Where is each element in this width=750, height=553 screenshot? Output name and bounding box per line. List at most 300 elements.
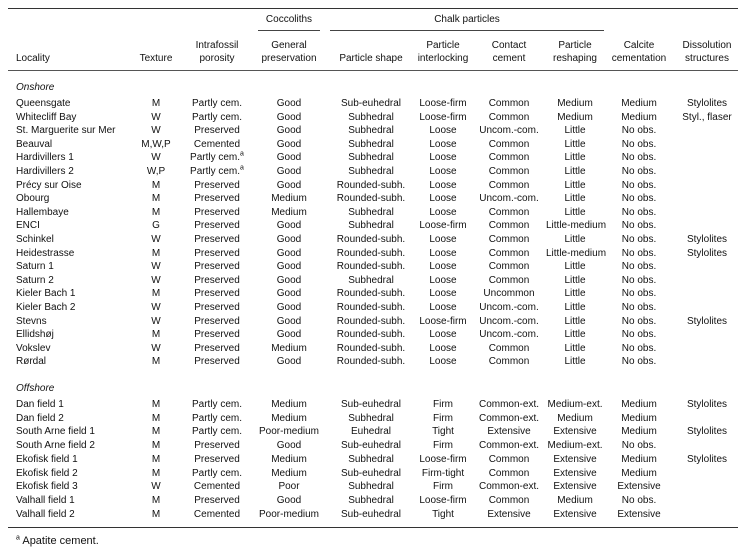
- cell-dissolution: Stylolites: [686, 247, 727, 259]
- cell-texture: M: [151, 193, 161, 205]
- cell-porosity: Preserved: [194, 356, 240, 368]
- table-row: [0, 355, 750, 368]
- table-row: [0, 453, 750, 466]
- cell-calcite: Extensive: [617, 481, 661, 493]
- cell-interlocking: Firm: [433, 481, 453, 493]
- cell-dissolution: Stylolites: [686, 426, 727, 438]
- header-dissolution: Dissolution structures: [682, 40, 732, 64]
- cell-porosity: Preserved: [194, 125, 240, 137]
- cell-preservation: Good: [276, 152, 302, 164]
- cell-interlocking: Tight: [432, 508, 454, 520]
- cell-preservation: Good: [276, 179, 302, 191]
- cell-locality: Rørdal: [16, 356, 47, 368]
- cell-porosity: Partly cem.$^a$: [190, 151, 244, 164]
- cell-particle-shape: Subhedral: [348, 111, 394, 123]
- cell-locality: Ekofisk field 3: [16, 481, 78, 493]
- cell-particle-shape: Rounded-subh.: [336, 342, 406, 354]
- cell-interlocking: Loose-firm: [419, 453, 467, 465]
- cell-porosity: Partly cem.: [191, 467, 242, 479]
- cell-particle-shape: Rounded-subh.: [336, 193, 406, 205]
- cell-particle-shape: Subhedral: [348, 453, 394, 465]
- cell-locality: Dan field 1: [16, 399, 64, 410]
- table-row: [0, 165, 750, 178]
- cell-particle-shape: Subhedral: [348, 166, 394, 177]
- cell-interlocking: Loose: [429, 247, 457, 259]
- cell-reshaping: Little: [564, 138, 586, 150]
- table-bottom-rule: [8, 527, 738, 528]
- cell-locality: Saturn 2: [16, 274, 54, 286]
- cell-interlocking: Loose: [429, 261, 457, 273]
- cell-contact-cement: Common: [488, 138, 530, 150]
- cell-preservation: Poor: [278, 481, 300, 493]
- cell-reshaping: Little: [564, 193, 586, 205]
- cell-locality: South Arne field 1: [16, 426, 95, 438]
- table-row: [0, 315, 750, 328]
- cell-calcite: No obs.: [621, 166, 657, 177]
- cell-calcite: Medium: [621, 412, 657, 424]
- cell-reshaping: Little: [564, 261, 586, 273]
- table-row: [0, 274, 750, 287]
- cell-particle-shape: Rounded-subh.: [336, 356, 406, 368]
- cell-particle-shape: Rounded-subh.: [336, 261, 406, 273]
- cell-preservation: Good: [276, 329, 302, 341]
- cell-particle-shape: Subhedral: [348, 220, 394, 232]
- cell-preservation: Good: [276, 166, 302, 177]
- cell-dissolution: Stylolites: [686, 399, 727, 410]
- cell-contact-cement: Uncom.-com.: [479, 193, 539, 205]
- cell-contact-cement: Common: [488, 98, 530, 109]
- cell-calcite: Medium: [621, 111, 657, 123]
- cell-interlocking: Loose-firm: [419, 315, 467, 327]
- cell-locality: Ekofisk field 1: [16, 453, 78, 465]
- cell-particle-shape: Subhedral: [348, 412, 394, 424]
- cell-contact-cement: Extensive: [487, 426, 531, 438]
- cell-calcite: No obs.: [621, 356, 657, 368]
- cell-calcite: No obs.: [621, 152, 657, 164]
- cell-contact-cement: Common: [488, 234, 530, 245]
- cell-particle-shape: Rounded-subh.: [336, 179, 406, 191]
- table-top-rule: [8, 8, 738, 9]
- cell-reshaping: Little: [564, 152, 586, 164]
- cell-reshaping: Little: [564, 288, 586, 300]
- cell-texture: M: [151, 329, 161, 341]
- cell-particle-shape: Rounded-subh.: [336, 329, 406, 341]
- cell-contact-cement: Common: [488, 152, 530, 164]
- group-header-chalk-particles: Chalk particles: [434, 14, 500, 25]
- cell-locality: Précy sur Oise: [16, 179, 82, 191]
- cell-reshaping: Extensive: [553, 426, 597, 438]
- cell-interlocking: Loose: [429, 206, 457, 218]
- cell-calcite: No obs.: [621, 125, 657, 137]
- cell-contact-cement: Common-ext.: [478, 412, 539, 424]
- cell-contact-cement: Common: [488, 111, 530, 123]
- cell-contact-cement: Uncom.-com.: [479, 125, 539, 137]
- cell-preservation: Good: [276, 494, 302, 506]
- cell-porosity: Preserved: [194, 329, 240, 341]
- cell-contact-cement: Common-ext.: [478, 399, 539, 410]
- cell-reshaping: Medium-ext.: [547, 440, 603, 452]
- cell-contact-cement: Uncom.-com.: [479, 315, 539, 327]
- header-calcite: Calcite cementation: [611, 40, 667, 64]
- cell-dissolution: Stylolites: [686, 315, 727, 327]
- cell-interlocking: Loose: [429, 302, 457, 313]
- header-reshaping: Particle reshaping: [553, 40, 597, 64]
- cell-particle-shape: Subhedral: [348, 274, 394, 286]
- cell-texture: W: [151, 261, 161, 273]
- cell-particle-shape: Rounded-subh.: [336, 302, 406, 313]
- cell-particle-shape: Rounded-subh.: [336, 315, 406, 327]
- table-row: [0, 179, 750, 192]
- cell-preservation: Medium: [271, 467, 307, 479]
- cell-reshaping: Medium: [557, 494, 593, 506]
- cell-preservation: Good: [276, 315, 302, 327]
- cell-porosity: Preserved: [194, 440, 240, 452]
- cell-interlocking: Loose-firm: [419, 220, 467, 232]
- cell-preservation: Medium: [271, 453, 307, 465]
- cell-locality: Hallembaye: [16, 206, 69, 218]
- cell-calcite: No obs.: [621, 494, 657, 506]
- cell-contact-cement: Common-ext.: [478, 440, 539, 452]
- cell-reshaping: Little: [564, 234, 586, 245]
- cell-particle-shape: Rounded-subh.: [336, 288, 406, 300]
- cell-reshaping: Little: [564, 179, 586, 191]
- cell-interlocking: Loose: [429, 274, 457, 286]
- cell-interlocking: Loose: [429, 138, 457, 150]
- cell-locality: South Arne field 2: [16, 440, 95, 452]
- footnote-text: Apatite cement.: [19, 535, 99, 547]
- cell-contact-cement: Common: [488, 166, 530, 177]
- cell-calcite: Medium: [621, 453, 657, 465]
- cell-preservation: Good: [276, 302, 302, 313]
- table-row: [0, 260, 750, 273]
- header-locality: Locality: [16, 53, 50, 64]
- cell-texture: W: [151, 302, 161, 313]
- cell-texture: M,W,P: [141, 138, 171, 150]
- cell-texture: M: [151, 399, 161, 410]
- table-row: [0, 111, 750, 124]
- cell-locality: Valhall field 2: [16, 508, 75, 520]
- group-header-coccoliths: Coccoliths: [265, 14, 313, 25]
- table-row: [0, 439, 750, 452]
- cell-porosity: Preserved: [194, 274, 240, 286]
- cell-porosity: Cemented: [193, 481, 241, 493]
- cell-dissolution: Stylolites: [686, 234, 727, 245]
- cell-contact-cement: Common: [488, 206, 530, 218]
- cell-porosity: Preserved: [194, 261, 240, 273]
- cell-locality: Dan field 2: [16, 412, 64, 424]
- cell-contact-cement: Common: [488, 247, 530, 259]
- cell-preservation: Good: [276, 98, 302, 109]
- cell-porosity: Partly cem.$^a$: [190, 164, 244, 177]
- cell-particle-shape: Rounded-subh.: [336, 247, 406, 259]
- cell-porosity: Partly cem.: [191, 111, 242, 123]
- cell-interlocking: Loose: [429, 125, 457, 137]
- header-porosity: Intrafossil porosity: [195, 40, 239, 64]
- table-row: [0, 247, 750, 260]
- header-contact-cement: Contact cement: [491, 40, 527, 64]
- cell-contact-cement: Common: [488, 467, 530, 479]
- cell-locality: Schinkel: [16, 234, 54, 245]
- cell-interlocking: Loose: [429, 342, 457, 354]
- chalk-particles-underline: [330, 30, 604, 31]
- cell-porosity: Cemented: [193, 138, 241, 150]
- cell-contact-cement: Uncommon: [483, 288, 535, 300]
- cell-reshaping: Extensive: [553, 508, 597, 520]
- cell-interlocking: Loose: [429, 166, 457, 177]
- cell-porosity: Preserved: [194, 247, 240, 259]
- cell-texture: W: [151, 342, 161, 354]
- cell-calcite: No obs.: [621, 440, 657, 452]
- cell-locality: Valhall field 1: [16, 494, 75, 506]
- cell-texture: W: [151, 125, 161, 137]
- table-row: [0, 342, 750, 355]
- cell-preservation: Good: [276, 288, 302, 300]
- cell-reshaping: Little: [564, 315, 586, 327]
- header-bottom-rule: [8, 70, 738, 71]
- cell-texture: W,P: [146, 166, 166, 177]
- cell-porosity: Preserved: [194, 342, 240, 354]
- footnote: [16, 535, 99, 547]
- table-row: [0, 124, 750, 137]
- cell-particle-shape: Subhedral: [348, 494, 394, 506]
- cell-preservation: Poor-medium: [258, 426, 320, 438]
- cell-calcite: No obs.: [621, 206, 657, 218]
- cell-preservation: Medium: [271, 399, 307, 410]
- cell-calcite: Medium: [621, 399, 657, 410]
- cell-porosity: Partly cem.: [191, 399, 242, 410]
- cell-porosity: Cemented: [193, 508, 241, 520]
- cell-texture: W: [151, 234, 161, 245]
- cell-texture: W: [151, 481, 161, 493]
- cell-particle-shape: Sub-euhedral: [340, 98, 402, 109]
- cell-texture: W: [151, 111, 161, 123]
- cell-contact-cement: Common: [488, 453, 530, 465]
- cell-reshaping: Little-medium: [546, 220, 607, 232]
- cell-porosity: Preserved: [194, 234, 240, 245]
- cell-calcite: Medium: [621, 426, 657, 438]
- cell-texture: M: [151, 179, 161, 191]
- cell-texture: M: [151, 288, 161, 300]
- cell-texture: M: [151, 508, 161, 520]
- cell-calcite: No obs.: [621, 179, 657, 191]
- cell-porosity: Preserved: [194, 206, 240, 218]
- cell-locality: Kieler Bach 1: [16, 288, 76, 300]
- table-row: [0, 425, 750, 438]
- cell-contact-cement: Common: [488, 220, 530, 232]
- cell-reshaping: Medium: [557, 98, 593, 109]
- cell-preservation: Medium: [271, 342, 307, 354]
- cell-texture: M: [151, 206, 161, 218]
- cell-texture: M: [151, 412, 161, 424]
- cell-texture: M: [151, 98, 161, 109]
- table-row: [0, 467, 750, 480]
- cell-dissolution: Styl., flaser: [682, 111, 732, 123]
- cell-porosity: Partly cem.: [191, 98, 242, 109]
- cell-texture: G: [152, 220, 160, 232]
- cell-calcite: Extensive: [617, 508, 661, 520]
- cell-locality: Vokslev: [16, 342, 51, 354]
- cell-locality: Hardivillers 1: [16, 152, 74, 164]
- table-row: [0, 508, 750, 521]
- cell-particle-shape: Subhedral: [348, 481, 394, 493]
- cell-preservation: Good: [276, 138, 302, 150]
- cell-texture: M: [151, 356, 161, 368]
- cell-interlocking: Firm: [433, 440, 453, 452]
- cell-reshaping: Medium-ext.: [547, 399, 603, 410]
- cell-contact-cement: Extensive: [487, 508, 531, 520]
- cell-interlocking: Firm: [433, 399, 453, 410]
- cell-texture: W: [151, 274, 161, 286]
- cell-locality: St. Marguerite sur Mer: [16, 125, 116, 137]
- table-row: [0, 233, 750, 246]
- cell-porosity: Preserved: [194, 315, 240, 327]
- cell-locality: Beauval: [16, 138, 53, 150]
- cell-preservation: Good: [276, 261, 302, 273]
- cell-preservation: Poor-medium: [258, 508, 320, 520]
- cell-particle-shape: Subhedral: [348, 125, 394, 137]
- cell-porosity: Preserved: [194, 494, 240, 506]
- apatite-footnote-marker: a: [240, 164, 244, 172]
- cell-dissolution: Stylolites: [686, 453, 727, 465]
- cell-particle-shape: Sub-euhedral: [340, 399, 402, 410]
- cell-particle-shape: Subhedral: [348, 206, 394, 218]
- cell-locality: Queensgate: [16, 98, 71, 109]
- apatite-footnote-marker: a: [240, 151, 244, 159]
- footnote-marker: a: [16, 534, 20, 542]
- cell-porosity: Preserved: [194, 220, 240, 232]
- cell-contact-cement: Common: [488, 274, 530, 286]
- cell-contact-cement: Common: [488, 261, 530, 273]
- cell-calcite: No obs.: [621, 220, 657, 232]
- cell-contact-cement: Common-ext.: [478, 481, 539, 493]
- cell-locality: Heidestrasse: [16, 247, 75, 259]
- cell-calcite: No obs.: [621, 234, 657, 245]
- cell-reshaping: Extensive: [553, 481, 597, 493]
- table-row: [0, 219, 750, 232]
- cell-preservation: Good: [276, 111, 302, 123]
- coccoliths-underline: [258, 30, 320, 31]
- table-row: [0, 412, 750, 425]
- cell-texture: W: [151, 315, 161, 327]
- cell-contact-cement: Uncom.-com.: [479, 302, 539, 313]
- cell-calcite: No obs.: [621, 138, 657, 150]
- cell-reshaping: Little: [564, 302, 586, 313]
- cell-calcite: No obs.: [621, 342, 657, 354]
- table-row: [0, 398, 750, 411]
- cell-interlocking: Firm: [433, 412, 453, 424]
- table-row: [0, 138, 750, 151]
- cell-interlocking: Loose-firm: [419, 98, 467, 109]
- cell-calcite: No obs.: [621, 261, 657, 273]
- cell-interlocking: Tight: [432, 426, 454, 438]
- cell-contact-cement: Common: [488, 179, 530, 191]
- cell-calcite: Medium: [621, 98, 657, 109]
- cell-calcite: No obs.: [621, 302, 657, 313]
- cell-locality: Kieler Bach 2: [16, 302, 76, 313]
- cell-texture: M: [151, 440, 161, 452]
- header-particle-shape: Particle shape: [339, 53, 403, 64]
- cell-reshaping: Little: [564, 125, 586, 137]
- cell-preservation: Good: [276, 220, 302, 232]
- cell-contact-cement: Common: [488, 494, 530, 506]
- header-texture: Texture: [139, 53, 173, 64]
- cell-interlocking: Loose: [429, 288, 457, 300]
- cell-particle-shape: Subhedral: [348, 138, 394, 150]
- cell-porosity: Preserved: [194, 302, 240, 313]
- cell-particle-shape: Sub-euhedral: [340, 467, 402, 479]
- cell-preservation: Good: [276, 274, 302, 286]
- cell-contact-cement: Common: [488, 342, 530, 354]
- cell-reshaping: Extensive: [553, 453, 597, 465]
- cell-particle-shape: Sub-euhedral: [340, 440, 402, 452]
- table-row: [0, 192, 750, 205]
- header-interlocking: Particle interlocking: [417, 40, 469, 64]
- cell-contact-cement: Uncom.-com.: [479, 329, 539, 341]
- cell-interlocking: Loose: [429, 152, 457, 164]
- cell-preservation: Good: [276, 356, 302, 368]
- cell-calcite: Medium: [621, 467, 657, 479]
- cell-reshaping: Little: [564, 166, 586, 177]
- cell-interlocking: Loose: [429, 329, 457, 341]
- cell-reshaping: Extensive: [553, 467, 597, 479]
- cell-texture: W: [151, 152, 161, 164]
- cell-preservation: Good: [276, 125, 302, 137]
- cell-porosity: Partly cem.: [191, 426, 242, 438]
- table-row: [0, 494, 750, 507]
- cell-interlocking: Loose: [429, 179, 457, 191]
- cell-preservation: Good: [276, 247, 302, 259]
- cell-calcite: No obs.: [621, 329, 657, 341]
- table-row: [0, 301, 750, 314]
- cell-reshaping: Medium: [557, 412, 593, 424]
- cell-locality: ENCI: [16, 220, 40, 232]
- cell-locality: Ellidshøj: [16, 329, 54, 341]
- cell-preservation: Medium: [271, 412, 307, 424]
- cell-locality: Stevns: [16, 315, 47, 327]
- cell-texture: M: [151, 467, 161, 479]
- cell-contact-cement: Common: [488, 356, 530, 368]
- cell-reshaping: Little: [564, 206, 586, 218]
- cell-reshaping: Little-medium: [546, 247, 607, 259]
- cell-preservation: Good: [276, 440, 302, 452]
- cell-porosity: Partly cem.: [191, 412, 242, 424]
- header-preservation: General preservation: [261, 40, 317, 64]
- cell-interlocking: Loose-firm: [419, 111, 467, 123]
- cell-preservation: Medium: [271, 193, 307, 205]
- cell-texture: M: [151, 247, 161, 259]
- cell-calcite: No obs.: [621, 315, 657, 327]
- cell-particle-shape: Euhedral: [350, 426, 392, 438]
- cell-dissolution: Stylolites: [686, 98, 727, 109]
- cell-locality: Ekofisk field 2: [16, 467, 78, 479]
- table-row: [0, 206, 750, 219]
- cell-particle-shape: Subhedral: [348, 152, 394, 164]
- cell-porosity: Preserved: [194, 453, 240, 465]
- cell-texture: M: [151, 426, 161, 438]
- cell-interlocking: Loose: [429, 356, 457, 368]
- cell-locality: Whitecliff Bay: [16, 111, 77, 123]
- section-onshore: Onshore: [16, 82, 55, 93]
- cell-texture: M: [151, 494, 161, 506]
- cell-porosity: Preserved: [194, 288, 240, 300]
- cell-interlocking: Loose: [429, 193, 457, 205]
- cell-porosity: Preserved: [194, 179, 240, 191]
- table-row: [0, 151, 750, 164]
- cell-particle-shape: Rounded-subh.: [336, 234, 406, 245]
- table-row: [0, 328, 750, 341]
- cell-particle-shape: Sub-euhedral: [340, 508, 402, 520]
- cell-locality: Obourg: [16, 193, 50, 205]
